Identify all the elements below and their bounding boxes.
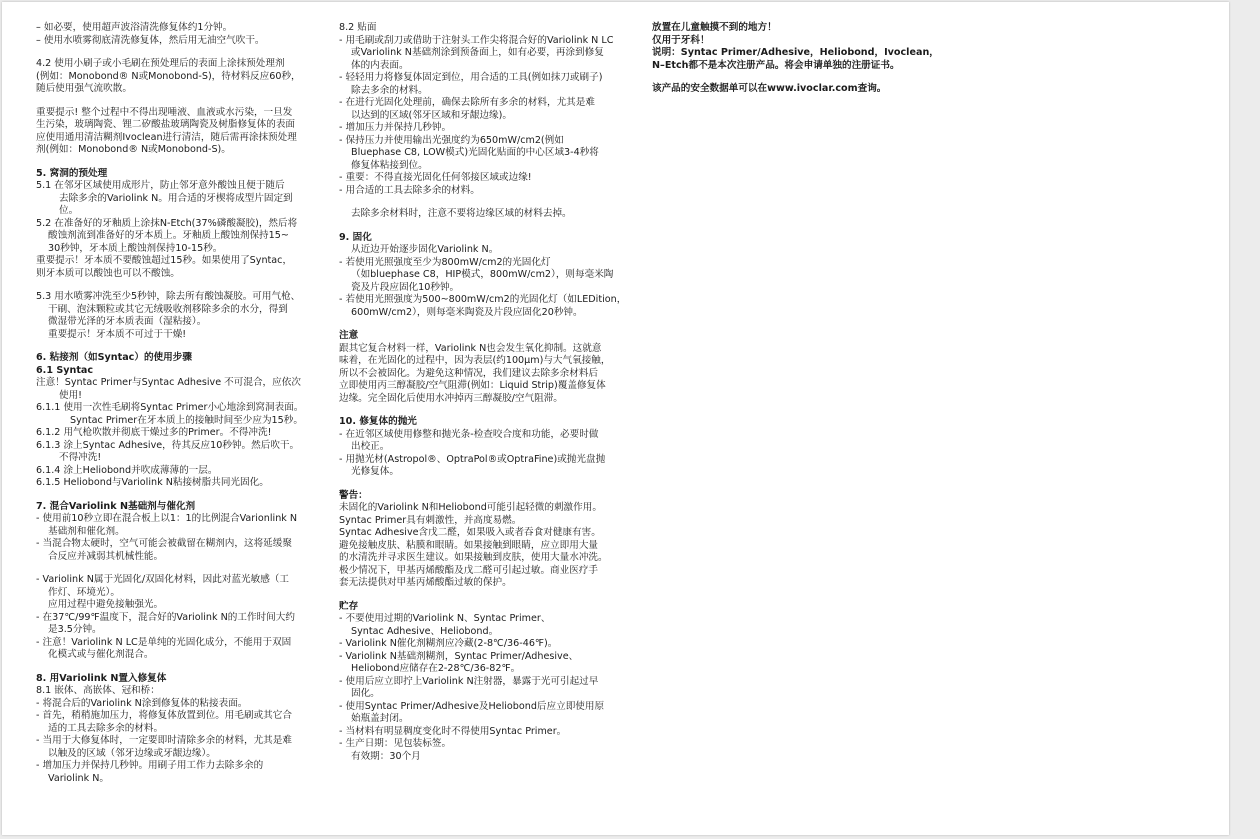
text-line: 味着，在光固化的过程中，因为表层(约100μm)与大气氧接触，: [339, 355, 611, 366]
section-heading: 贮存: [339, 600, 359, 612]
text-line: 化模式或与催化剂混合。: [48, 649, 154, 660]
text-line: 使用!: [59, 389, 83, 401]
section-heading: 仅用于牙科！: [652, 34, 710, 46]
text-line: - 使用Syntac Primer/Adhesive及Heliobond后应立即使用原: [339, 700, 605, 712]
text-line: 以达到的区域(邻牙区域和牙龈边缘)。: [351, 109, 512, 121]
section-heading: 警告：: [339, 489, 368, 501]
text-line: - 注意！Variolink N LC是单纯的光固化成分，不能用于双固: [36, 636, 292, 648]
section-heading: 说明：Syntac Primer/Adhesive，Heliobond，Ivoclean，: [652, 47, 939, 58]
text-line: - 若使用光照强度为500~800mW/cm2的光固化灯（如LEDition，: [339, 294, 627, 305]
text-line: - 将混合后的Variolink N涂到修复体的粘接表面。: [36, 697, 248, 709]
text-line: (例如：Monobond® N或Monobond-S)，待材料反应60秒，: [36, 70, 301, 82]
text-line: 有效期：30个月: [351, 750, 421, 762]
text-line: 不得冲洗!: [59, 452, 102, 463]
text-line: - 生产日期：见包装标签。: [339, 738, 452, 749]
text-line: 注意！Syntac Primer与Syntac Adhesive 不可混合，应依次: [36, 377, 301, 388]
document-page: [2, 2, 1229, 835]
text-line: - 当混合物太硬时，空气可能会被截留在糊剂内，这将延缓聚: [36, 538, 292, 549]
text-line: 去除多余的Variolink N。用合适的牙楔将成型片固定到: [59, 192, 293, 204]
paragraph-gap: [36, 341, 318, 352]
text-line: Heliobond应储存在2-28℃/36-82℉。: [351, 663, 521, 674]
text-line: Syntac Primer具有刺激性，并高度易燃。: [339, 514, 522, 526]
paragraph-gap: [339, 197, 631, 208]
text-line: - 在近邻区域使用修整和抛光条-检查咬合度和功能，必要时做: [339, 428, 599, 440]
text-line: 或Variolink N基础剂涂到预备面上，如有必要，再涂到修复: [351, 47, 604, 58]
text-line: 合反应并减弱其机械性能。: [48, 550, 164, 562]
paragraph-gap: [36, 157, 318, 168]
text-line: - 在37℃/99℉温度下，混合好的Variolink N的工作时间大约: [36, 611, 295, 623]
text-line: 30秒钟，牙本质上酸蚀剂保持10-15秒。: [48, 242, 223, 254]
text-line: - 增加压力并保持几秒钟。用刷子用工作力去除多余的: [36, 760, 264, 771]
text-line: - 不要使用过期的Variolink N、Syntac Primer、: [339, 613, 551, 624]
text-line: 应用过程中避免接触强光。: [48, 599, 164, 610]
text-line: - 轻轻用力将修复体固定到位，用合适的工具(例如抹刀或刷子): [339, 72, 603, 83]
text-line: 6.1.1 使用一次性毛刷将Syntac Primer小心地涂到窝洞表面。: [36, 402, 304, 413]
section-heading: N–Etch都不是本次注册产品。将会申请单独的注册证书。: [652, 59, 900, 71]
text-line: 未固化的Variolink N和Heliobond可能引起轻微的刺激作用。: [339, 502, 602, 513]
text-line: 从近边开始逐步固化Variolink N。: [351, 244, 499, 255]
paragraph-gap: [36, 490, 318, 501]
text-line: 则牙本质可以酸蚀也可以不酸蚀。: [36, 267, 180, 279]
text-line: - 保持压力并使用输出光强度约为650mW/cm2(例如: [339, 134, 564, 146]
text-line: 边缘。完全固化后使用水冲掉丙三醇凝胶/空气阻滞。: [339, 392, 563, 404]
paragraph-gap: [339, 319, 631, 330]
paragraph-gap: [339, 479, 631, 490]
text-line: 6.1.5 Heliobond与Variolink N粘接树脂共同光固化。: [36, 477, 269, 488]
text-line: 光修复体。: [351, 466, 399, 477]
text-line: 瓷及片段应固化10秒钟。: [351, 281, 460, 293]
text-line: 6.1.2 用气枪吹散并彻底干燥过多的Primer。不得冲洗!: [36, 427, 272, 438]
text-line: 5.1 在邻牙区域使用成形片，防止邻牙意外酸蚀且便于随后: [36, 180, 285, 191]
text-line: 剂(例如：Monobond® N或Monobond-S)。: [36, 144, 231, 155]
paragraph-gap: [339, 221, 631, 232]
text-line: 套无法提供对甲基丙烯酸酯过敏的保护。: [339, 577, 512, 588]
text-line: （如bluephase C8，HIP模式，800mW/cm2），则每毫米陶: [351, 269, 614, 280]
text-line: – 使用水喷雾彻底清洗修复体，然后用无油空气吹干。: [36, 34, 265, 46]
section-heading: 该产品的安全数据单可以在www.ivoclar.com查询。: [652, 83, 887, 94]
text-line: 5.2 在准备好的牙釉质上涂抹N-Etch(37%磷酸凝胶)，然后将: [36, 217, 298, 229]
text-line: - 使用后应立即拧上Variolink N注射器，暴露于光可引起过早: [339, 675, 599, 687]
text-line: 600mW/cm2），则每毫米陶瓷及片段应固化20秒钟。: [351, 306, 583, 318]
text-line: - 用毛刷或刮刀或借助于注射头工作尖将混合好的Variolink N LC: [339, 34, 614, 46]
section-heading: 6. 粘接剂（如Syntac）的使用步骤: [36, 352, 192, 363]
column-right: [652, 22, 942, 96]
text-line: - 重要：不得直接光固化任何邻接区域或边缘!: [339, 172, 532, 183]
text-line: 始瓶盖封闭。: [351, 713, 409, 724]
text-line: 极少情况下，甲基丙烯酸酯及戊二醛可引起过敏。商业医疗手: [339, 564, 599, 576]
text-line: 适的工具去除多余的材料。: [48, 722, 164, 734]
text-line: - 在进行光固化处理前，确保去除所有多余的材料，尤其是难: [339, 97, 595, 108]
text-line: 8.1 嵌体、高嵌体、冠和桥：: [36, 685, 160, 696]
paragraph-gap: [339, 590, 631, 601]
section-heading: 9. 固化: [339, 231, 372, 243]
text-line: 8.2 贴面: [339, 22, 377, 33]
section-heading: 6.1 Syntac: [36, 364, 94, 376]
text-line: Syntac Adhesive、Heliobond。: [351, 625, 499, 637]
paragraph-gap: [36, 563, 318, 574]
text-line: 重要提示! 整个过程中不得出现唾液、血液或水污染，一旦发: [36, 106, 293, 118]
text-line: 应使用通用清洁糊剂Ivoclean进行清洁，随后需再涂抹预处理: [36, 131, 297, 143]
text-line: - 用合适的工具去除多余的材料。: [339, 184, 480, 196]
section-heading: 注意: [339, 330, 359, 341]
text-line: - Variolink N属于光固化/双固化材料，因此对蓝光敏感（工: [36, 574, 289, 585]
text-line: 位。: [59, 205, 79, 216]
text-line: 5.3 用水喷雾冲洗至少5秒钟，除去所有酸蚀凝胶。可用气枪、: [36, 291, 301, 302]
paragraph-gap: [36, 96, 318, 107]
text-line: - 当用于大修复体时，一定要即时清除多余的材料，尤其是难: [36, 735, 292, 746]
section-heading: 5. 窝洞的预处理: [36, 167, 108, 179]
section-heading: 8. 用Variolink N置入修复体: [36, 672, 167, 684]
text-line: - 当材料有明显稠度变化时不得使用Syntac Primer。: [339, 725, 567, 737]
section-heading: 7. 混合Variolink N基础剂与催化剂: [36, 500, 196, 512]
text-line: 重要提示！牙本质不可过于干燥!: [48, 328, 187, 340]
paragraph-gap: [652, 72, 942, 83]
text-line: Syntac Adhesive含戊二醛，如果吸入或者吞食对健康有害。: [339, 527, 601, 538]
text-line: 所以不会被固化。为避免这种情况，我们建议去除多余材料后: [339, 367, 599, 379]
text-line: 随后使用强气流吹散。: [36, 83, 132, 94]
column-middle: [339, 22, 631, 763]
paragraph-gap: [339, 405, 631, 416]
text-line: 固化。: [351, 688, 380, 699]
text-line: 6.1.4 涂上Heliobond并吹成薄薄的一层。: [36, 464, 218, 476]
text-line: - 首先，稍稍施加压力，将修复体放置到位。用毛刷或其它合: [36, 710, 292, 721]
paragraph-gap: [36, 280, 318, 291]
text-line: 是3.5分钟。: [48, 624, 102, 635]
column-left: [36, 22, 318, 785]
text-line: 6.1.3 涂上Syntac Adhesive，待其反应10秒钟。然后吹干。: [36, 439, 300, 451]
text-line: - Variolink N催化剂糊剂应冷藏(2-8℃/36-46℉)。: [339, 638, 558, 649]
text-line: 修复体粘接到位。: [351, 159, 428, 171]
text-line: 4.2 使用小刷子或小毛刷在预处理后的表面上涂抹预处理剂: [36, 58, 285, 69]
text-line: 干刷、泡沫颗粒或其它无绒吸收剂移除多余的水分，得到: [48, 303, 288, 315]
text-line: 重要提示！牙本质不要酸蚀超过15秒。如果使用了Syntac，: [36, 255, 293, 266]
text-line: 微湿带光泽的牙本质表面（湿粘接）。: [48, 316, 207, 327]
text-line: - Variolink N基础剂糊剂，Syntac Primer/Adhesive、: [339, 650, 579, 662]
text-line: – 如必要，使用超声波浴清洗修复体约1分钟。: [36, 22, 233, 33]
text-line: 去除多余材料时，注意不要将边缘区域的材料去掉。: [351, 208, 572, 219]
paragraph-gap: [36, 47, 318, 58]
text-line: - 若使用光照强度至少为800mW/cm2的光固化灯: [339, 256, 551, 268]
text-line: 基础剂和催化剂。: [48, 525, 125, 537]
text-line: 酸蚀剂流到准备好的牙本质上。牙釉质上酸蚀剂保持15~: [48, 230, 289, 241]
text-line: 避免接触皮肤、粘膜和眼睛。如果接触到眼睛，应立即用大量: [339, 539, 599, 551]
text-line: 作灯、环境光）。: [48, 586, 120, 598]
section-heading: 10. 修复体的抛光: [339, 416, 417, 427]
text-line: Syntac Primer在牙本质上的接触时间至少应为15秒。: [70, 414, 303, 426]
text-line: 的水清洗并寻求医生建议。如果接触到皮肤，使用大量水冲洗。: [339, 552, 608, 563]
text-line: 体的内表面。: [351, 59, 409, 71]
text-line: - 使用前10秒立即在混合板上以1：1的比例混合Varionlink N: [36, 513, 298, 524]
text-line: 生污染，玻璃陶瓷、锂二矽酸盐玻璃陶瓷及树脂修复体的表面: [36, 119, 296, 130]
scrollbar-track[interactable]: [1232, 0, 1260, 839]
text-line: 跟其它复合材料一样，Variolink N也会发生氧化抑制。这就意: [339, 342, 602, 354]
text-line: 以触及的区域（邻牙边缘或牙龈边缘）。: [48, 747, 216, 759]
text-line: Bluephase C8, LOW模式)光固化贴面的中心区域3-4秒将: [351, 147, 599, 158]
paragraph-gap: [36, 662, 318, 673]
text-line: 出校正。: [351, 441, 390, 452]
section-heading: 放置在儿童触摸不到的地方！: [652, 22, 777, 33]
text-line: - 增加压力并保持几秒钟。: [339, 122, 452, 133]
text-line: 除去多余的材料。: [351, 84, 428, 96]
text-line: - 用抛光材(Astropol®、OptraPol®或OptraFine)或抛光盘抛: [339, 453, 606, 465]
text-line: 立即使用丙三醇凝胶/空气阻滞(例如：Liquid Strip)覆盖修复体: [339, 380, 606, 391]
text-line: Variolink N。: [48, 772, 109, 784]
